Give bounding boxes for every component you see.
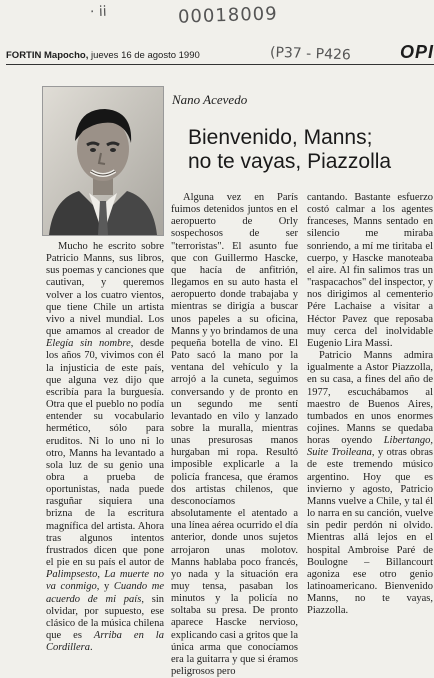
work-title: La muerte no va conmigo [46,569,165,593]
text-run: Patricio Manns admira igualmente a Astor Piazzolla, en su casa, a fines del año de 1977, escuchábamos al maestro de Buenos Aires, tumbados en unos enormes cojines. Manns se quedaba horas oyendo [307,350,433,447]
author-photo [42,86,164,236]
work-title: Libertango, Suite Troileana [307,435,433,459]
work-title: Cuando me acuerdo de mi país [46,581,165,605]
headline-line: Bienvenido, Manns; [188,126,373,149]
masthead [6,42,434,65]
handwritten-mark: · ii [89,3,107,21]
newspaper-name: FORTIN Mapocho, [6,50,89,61]
archive-note: (P37 - P426 [269,44,352,64]
archive-code: 00018009 [177,3,278,28]
article-column-2 [171,192,298,678]
text-run: , [97,569,105,581]
work-title: Elegía sin nombre [46,338,131,350]
work-title: Palimpsesto [46,569,98,581]
text-run: , y otras obras de este tremendo músico argentino. Hoy que es invierno y agosto, Patricio Manns vuelve a Chile, y tal él lo narra en su canción, vuelve sin pedir perdón ni olvido. Mientras allá lejos en el hospital Ambroise Paré de Boulogne – Billancourt agoniza ese otro genio latinoamericano. Bienvenido Manns, no te vayas, Piazzolla. [307,447,433,617]
newspaper-line [6,50,200,61]
publication-date: jueves 16 de agosto 1990 [88,50,200,61]
author-byline: Nano Acevedo [172,92,248,107]
paragraph: Alguna vez en París fuimos detenidos juntos en el aeropuerto de Orly sospechosos de ser "terroristas". El asunto fue que con Guillermo Hascke, que hacía de anfitrión, llegamos en su auto hasta el aeropuerto donde trabajaba y mientras se dirigía a buscar unos papeles a su oficina, Manns y yo brindamos de una pequeña botella de vino. El Pato sacó la mano por la ventana del vehículo y la arrojó a la cuneta, seguimos conversando y de pronto en un segundo me sentí levantado en vilo y lanzado sobre la muralla, mientras unas presurosas manos hurgaban mi ropa. Resultó imposible explicarle a la policía francesa, que éramos dos artistas chilenos, que desconocíamos absolutamente el atentado a una línea aérea ocurrido el día anterior, donde unos sujetos arrojaron unas molotov. Manns hablaba poco francés, yo nada y la situación era muy tensa, pasaban los minutos y la policía no soltaba su presa. De pronto aparece Hascke nervioso, explicando casi a gritos que la única arma que conocíamos era la guitarra y que si éramos peligrosos pero [171,192,298,678]
paragraph: cantando. Bastante esfuerzo costó calmar a los agentes franceses, Manns sentado en silencio me miraba sonriendo, a mí me tiritaba el cuerpo, y Hascke manoteaba el aire. Al fin salimos tras un "raspacachos" del inspector, y nos dirigimos al cementerio Pére Lachaise a visitar a Héctor Pavez que reposaba muy cerca del inolvidable Eugenio Lira Massi. [307,192,433,349]
headline-line: no te vayas, Piazzolla [188,150,392,173]
section-tag: OPI [399,42,434,62]
article-column-1 [46,241,164,654]
paragraph [46,241,164,654]
text-run: . [89,642,93,654]
paragraph [307,350,433,617]
work-title: Arriba en la Cordillera [46,630,164,654]
headline [188,126,434,174]
text-run: Mucho he escrito sobre Patricio Manns, sus libros, sus poemas y canciones que cautivan, y queremos volver a los cuatro vientos, que tiene Chile un artista vivo a nivel mundial. Los que amamos al creador de [46,241,164,338]
text-run: , y [96,581,114,593]
text-run: , desde los años 70, vivimos con él la injusticia de este país, que alguna vez dijo que escribía para la burguesía. Otra que el pueblo no podía entender su vocabulario hermético, sólo para eruditos. Ni lo uno ni lo otro, Manns ha levantado a sola luz de su genio una obra a prueba de oportunistas, nada puede rasguñar siquiera una brizna de la escritura magnífica del artista. Ahora tras algunos intentos frustrados dicen que pone el pie en su país el autor de [46,338,164,569]
text-run: , sin olvidar, por supuesto, ese clásico de la música chilena que es [46,593,164,641]
article-column-3 [307,192,433,617]
